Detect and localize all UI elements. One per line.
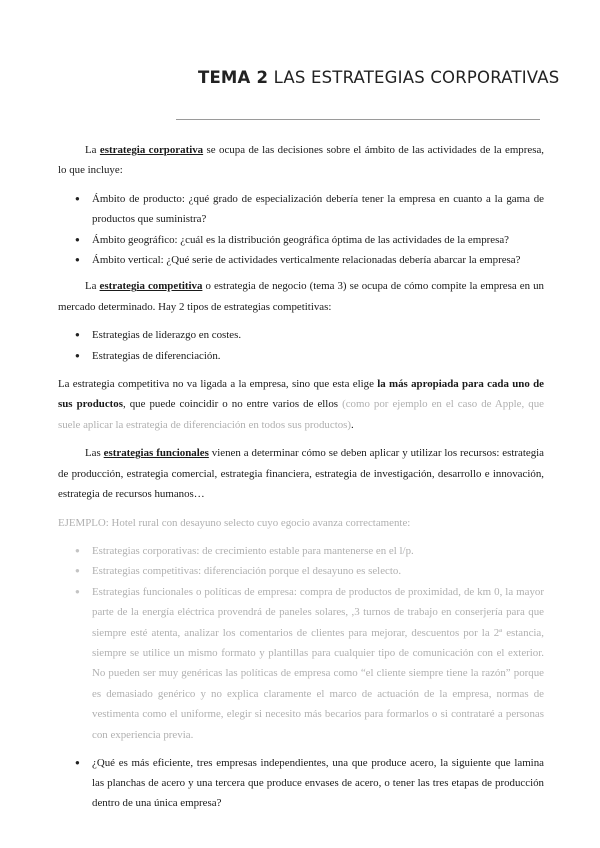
competitive-linkage-paragraph xyxy=(58,374,544,435)
functional-intro-before: Las xyxy=(85,447,104,460)
corporate-scope-list xyxy=(58,189,544,271)
list-item: ● Ámbito geográfico: ¿cuál es la distribución geográfica óptima de las actividades de la empresa? xyxy=(58,230,544,250)
linkage-end: . xyxy=(351,418,354,431)
linkage-before: La estrategia competitiva no va ligada a la empresa, sino que esta elige xyxy=(58,378,378,391)
title-number: TEMA 2 xyxy=(198,68,269,87)
competitive-intro-after: o estrategia de negocio (tema 3) se ocupa de cómo compite la empresa en un mercado determinado. Hay 2 tipos de estrategias competitivas: xyxy=(58,280,544,313)
list-item: ● Estrategias corporativas: de crecimiento estable para mantenerse en el l/p. xyxy=(58,541,544,561)
term-estrategia-corporativa: estrategia corporativa xyxy=(99,144,204,156)
functional-intro-after: vienen a determinar cómo se deben aplicar y utilizar los recursos: estrategia de producción, estrategia comercial, estrategia financiera, estrategia de investigación, desarrollo e innovación, estrategia de recursos humanos… xyxy=(58,447,544,501)
competitive-types-list xyxy=(58,325,544,366)
list-item: ● Estrategias de diferenciación. xyxy=(58,346,544,366)
term-estrategia-competitiva: estrategia competitiva xyxy=(99,280,203,293)
competitive-intro xyxy=(58,276,544,317)
linkage-apple-note: (como por ejemplo en el caso de Apple, que suele aplicar la estrategia de diferenciación en todos sus productos) xyxy=(58,398,545,431)
term-estrategias-funcionales: estrategias funcionales xyxy=(103,447,209,460)
list-item: ● Ámbito de producto: ¿qué grado de especialización debería tener la empresa en cuanto a la gama de productos que suministra? xyxy=(58,189,544,230)
list-item: ● Estrategias de liderazgo en costes. xyxy=(58,325,544,345)
functional-intro xyxy=(58,443,544,504)
question-list xyxy=(58,753,544,813)
example-heading: EJEMPLO: Hotel rural con desayuno selecto cuyo egocio avanza correctamente: xyxy=(58,516,411,529)
example-list xyxy=(58,541,544,745)
example-block xyxy=(58,513,544,745)
competitive-intro-before: La xyxy=(85,280,100,293)
linkage-middle: , que puede coincidir o no entre varios de ellos xyxy=(122,398,343,411)
list-item: ● Ámbito vertical: ¿Qué serie de actividades verticalmente relacionadas debería abarcar la empresa? xyxy=(58,250,544,270)
corporate-intro-before: La xyxy=(85,144,100,156)
document-body xyxy=(58,140,544,813)
title-text: LAS ESTRATEGIAS CORPORATIVAS xyxy=(273,68,560,87)
corporate-intro xyxy=(58,140,544,181)
list-item: ● Estrategias funcionales o políticas de empresa: compra de productos de proximidad, de km 0, la mayor parte de la energía eléctrica provendrá de paneles solares, ,3 turnos de trabajo en conserjería para que siempre esté atenta, analizar los comentarios de clientes para mejorar, descuentos por la 2ª estancia, siempre se utilice un mismo formato y plantillas para cualquier tipo de comunicación con el exterior. No pueden ser muy genéricas las políticas de empresa como “el cliente siempre tiene la razón” porque es demasiado genérico y no explica claramente el marco de actuación de la empresa, normas de vestimenta como el uniforme, elegir si necesito más becarios para formarlos o si contrataré a personas con experiencia previa. xyxy=(58,582,544,745)
page-title xyxy=(198,68,559,87)
list-item: ● Estrategias competitivas: diferenciación porque el desayuno es selecto. xyxy=(58,561,544,581)
linkage-bold: la más apropiada para cada uno de sus productos xyxy=(58,378,544,411)
question-item: ● ¿Qué es más eficiente, tres empresas independientes, una que produce acero, la siguiente que lamina las planchas de acero y una tercera que produce envases de acero, o tener las tres etapas de producción dentro de una única empresa? xyxy=(58,753,544,813)
corporate-intro-after: se ocupa de las decisiones sobre el ámbito de las actividades de la empresa, lo que incluye: xyxy=(58,144,544,177)
title-divider xyxy=(176,119,540,120)
